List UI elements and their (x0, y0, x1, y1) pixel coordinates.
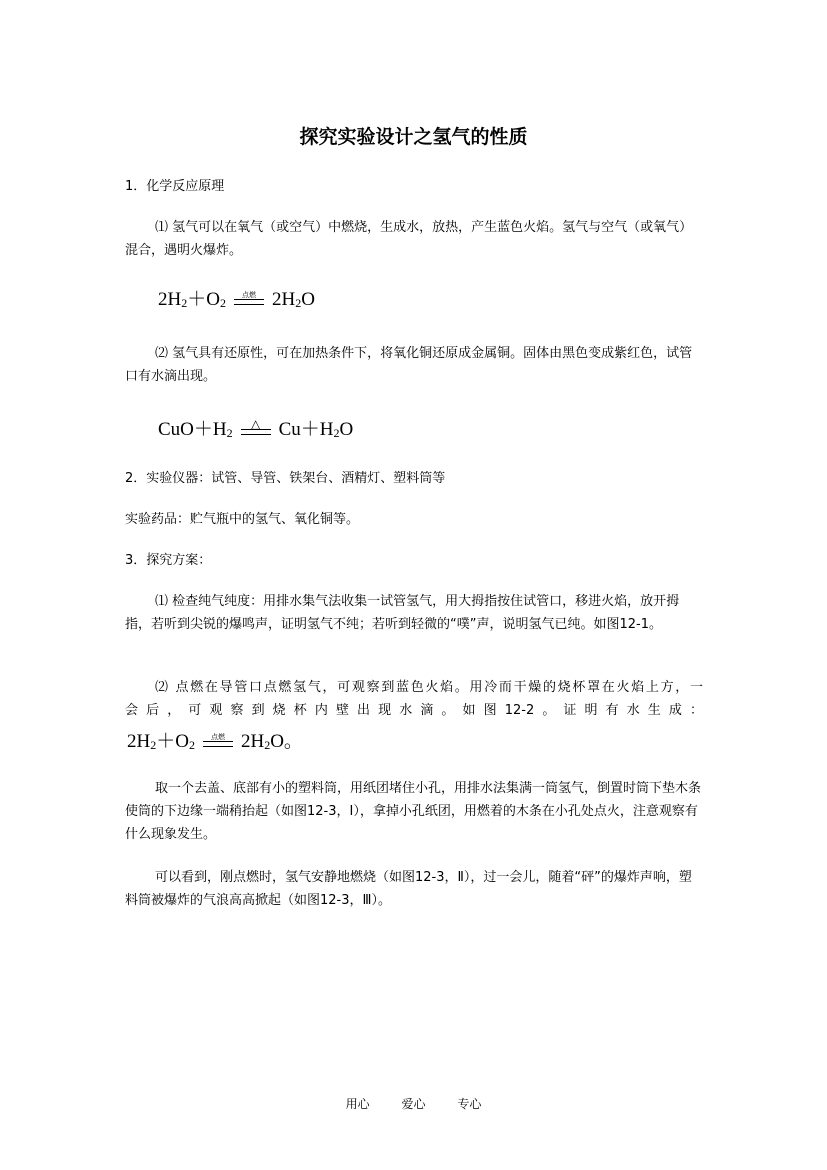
paragraph-hydrogen-combustion: ⑴ 氢气可以在氧气（或空气）中燃烧，生成水，放热，产生蓝色火焰。氢气与空气（或氧气）混合，遇明火爆炸。 (125, 220, 693, 258)
section-3-heading: 3．探究方案： (125, 553, 212, 568)
reaction-condition: 点燃 (203, 733, 233, 753)
paragraph-purity-check: ⑴ 检查纯气纯度：用排水集气法收集一试管氢气，用大拇指按住试管口，移进火焰，放开拇指，若听到尖锐的爆鸣声，证明氢气不纯；若听到轻微的“噗”声，说明氢气已纯。如图12-1。 (125, 594, 680, 632)
experiment-drugs: 实验药品：贮气瓶中的氢气、氧化铜等。 (125, 512, 360, 527)
section-1-heading: 1．化学反应原理 (125, 179, 225, 194)
paragraph-hydrogen-reduction: ⑵ 氢气具有还原性，可在加热条件下，将氧化铜还原成金属铜。固体由黑色变成紫红色，试管口有水滴出现。 (125, 346, 693, 384)
page-title: 探究实验设计之氢气的性质 (299, 126, 528, 148)
paragraph-explosion-observation: 可以看到，刚点燃时，氢气安静地燃烧（如图12-3，Ⅱ），过一会儿，随着“砰”的爆炸声响，塑料筒被爆炸的气浪高高掀起（如图12-3，Ⅲ）。 (125, 870, 692, 908)
paragraph-ignition-line-2: 会后，可观察到烧杯内壁出现水滴。如图12-2。证明有水生成： (125, 703, 703, 718)
footer-text: 爱心 (401, 1097, 426, 1111)
equation-water-formation: 2H 2 ＋O $_2$ 点燃 2H 2 O。 (127, 731, 303, 752)
equation-copper-oxide-reduction: CuO＋H $_2$ △ Cu＋H $_2$ O (158, 417, 354, 440)
footer-text: 专心 (457, 1097, 482, 1111)
reaction-condition: 点燃 (234, 291, 264, 311)
section-2-heading: 2．实验仪器：试管、导管、铁架台、酒精灯、塑料筒等 (125, 471, 446, 486)
heat-condition: △ (241, 419, 271, 441)
page-footer (0, 1095, 827, 1112)
footer-text: 用心 (345, 1097, 370, 1111)
paragraph-plastic-tube-setup: 取一个去盖、底部有小的塑料筒，用纸团堵住小孔，用排水法集满一筒氢气，倒置时筒下垫木条使筒的下边缘一端稍抬起（如图12-3，Ⅰ），拿掉小孔纸团，用燃着的木条在小孔处点火，注意观察有什么现象发生。 (125, 781, 702, 842)
paragraph-ignition-line-1: ⑵ 点燃在导管口点燃氢气，可观察到蓝色火焰。用冷而干燥的烧杯罩在火焰上方，一 (155, 680, 703, 695)
equation-hydrogen-combustion: 2H 2 ＋O $_2$ 点燃 2H 2 O (158, 289, 315, 310)
